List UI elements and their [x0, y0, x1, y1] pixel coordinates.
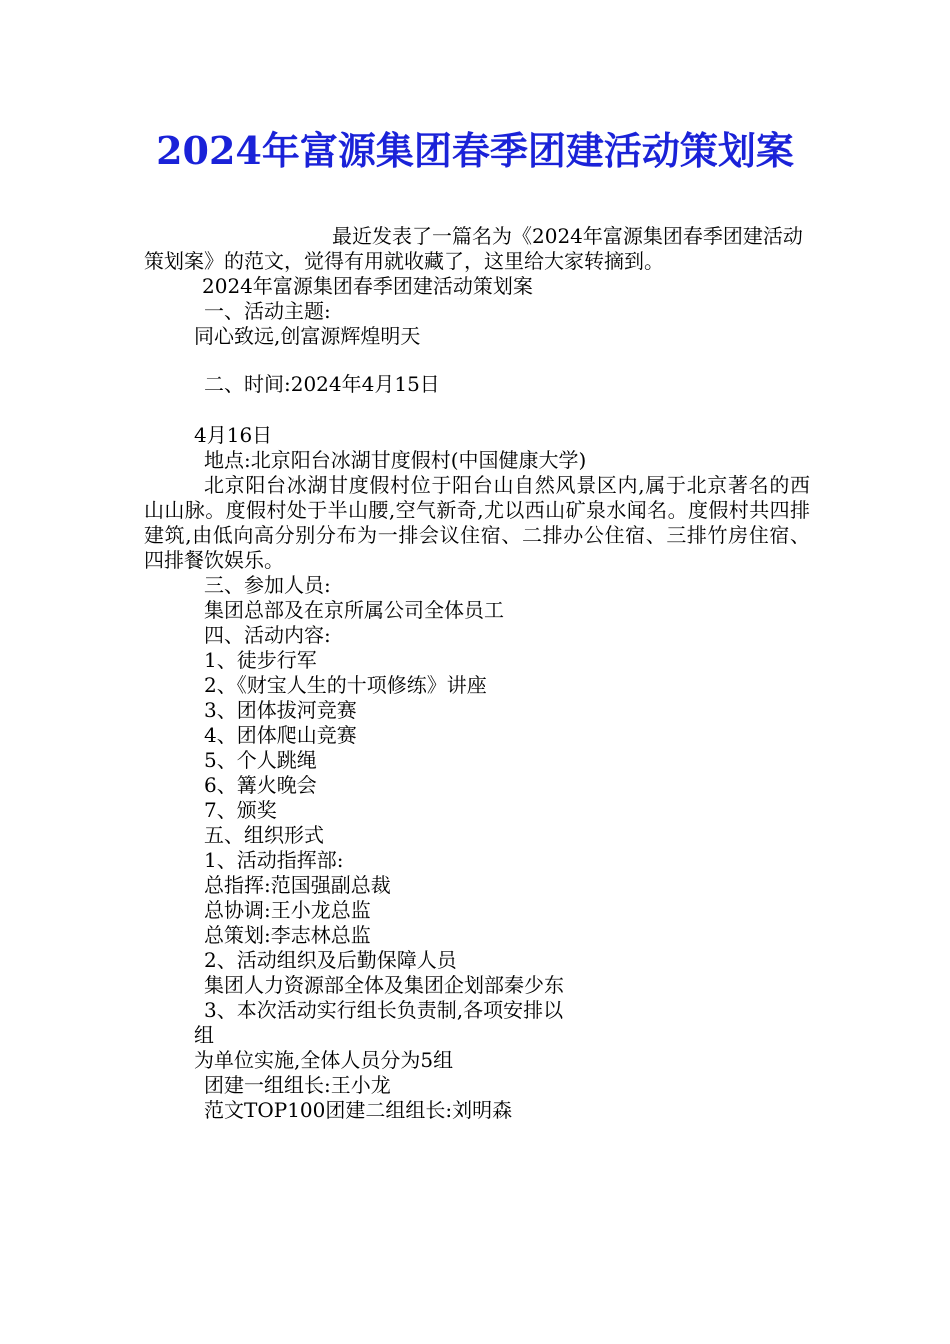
content-heading: 四、活动内容: — [204, 623, 331, 647]
content-item: 6、篝火晚会 — [204, 773, 317, 797]
group-leader: 团建一组组长:王小龙 — [204, 1073, 391, 1097]
theme-value: 同心致远,创富源辉煌明天 — [194, 324, 421, 348]
org-heading: 五、组织形式 — [204, 823, 324, 847]
location: 地点:北京阳台冰湖甘度假村(中国健康大学) — [204, 448, 587, 472]
time-heading: 二、时间:2024年4月15日 — [204, 372, 440, 396]
org-item: 总协调:王小龙总监 — [204, 898, 371, 922]
theme-heading: 一、活动主题: — [204, 299, 331, 323]
participants-value: 集团总部及在京所属公司全体员工 — [204, 598, 504, 622]
content-item: 7、颁奖 — [204, 798, 277, 822]
org-item: 3、本次活动实行组长负责制,各项安排以 — [204, 998, 564, 1022]
org-wrap-line: 为单位实施,全体人员分为5组 — [194, 1048, 454, 1072]
subtitle: 2024年富源集团春季团建活动策划案 — [202, 274, 533, 298]
org-item: 总策划:李志林总监 — [204, 923, 371, 947]
content-item: 1、徒步行军 — [204, 648, 317, 672]
content-item: 3、团体拔河竞赛 — [204, 698, 357, 722]
content-item: 5、个人跳绳 — [204, 748, 317, 772]
content-item: 4、团体爬山竞赛 — [204, 723, 357, 747]
org-item: 集团人力资源部全体及集团企划部秦少东 — [204, 973, 564, 997]
document-title: 2024年富源集团春季团建活动策划案 — [156, 128, 794, 173]
time-end: 4月16日 — [194, 423, 273, 447]
org-item: 总指挥:范国强副总裁 — [204, 873, 391, 897]
org-item: 1、活动指挥部: — [204, 848, 344, 872]
location-description: 北京阳台冰湖甘度假村位于阳台山自然风景区内,属于北京著名的西山山脉。度假村处于半山腰,空气新奇,尤以西山矿泉水闻名。度假村共四排建筑,由低向高分别分布为一排会议住宿、二排办公住宿、三排竹房住宿、四排餐饮娱乐。 — [144, 473, 810, 572]
intro-paragraph: 最近发表了一篇名为《2024年富源集团春季团建活动策划案》的范文，觉得有用就收藏了，这里给大家转摘到。 — [144, 224, 803, 273]
org-wrap-line: 组 — [194, 1023, 214, 1047]
group-leader: 范文TOP100团建二组组长:刘明森 — [204, 1098, 513, 1122]
org-item: 2、活动组织及后勤保障人员 — [204, 948, 457, 972]
participants-heading: 三、参加人员: — [204, 573, 331, 597]
content-item: 2、《财宝人生的十项修练》讲座 — [204, 673, 487, 697]
